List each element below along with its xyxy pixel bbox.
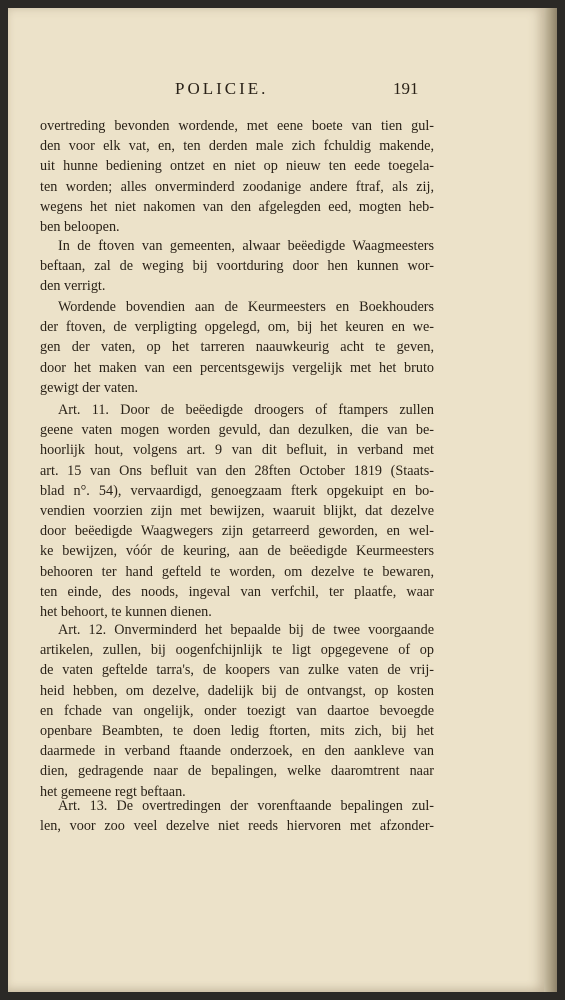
text-line: geene vaten mogen worden gevuld, dan dezulken, die van be- xyxy=(40,422,434,439)
text-line: het behoort, te kunnen dienen. xyxy=(40,603,212,620)
text-line: ke bewijzen, vóór de keuring, aan de beëedigde Keurmeesters xyxy=(40,543,434,560)
text-line: uit hunne bediening ontzet en niet op nieuw ten eede toegela- xyxy=(40,158,434,175)
text-line: wegens het niet nakomen van den afgelegden eed, mogten heb- xyxy=(40,198,434,215)
paragraph xyxy=(40,620,434,802)
text-line: de vaten geftelde tarra's, de koopers van zulke vaten de vrij- xyxy=(40,662,434,679)
text-line: Art. 11. Door de beëedigde droogers of ftampers zullen xyxy=(58,402,434,418)
text-line: gewigt der vaten. xyxy=(40,379,139,396)
text-line: dien, gedragende naar de bepalingen, welke daaromtrent naar xyxy=(40,763,434,780)
text-line: len, voor zoo veel dezelve niet reeds hiervoren met afzonder- xyxy=(40,818,434,835)
text-line: Art. 12. Onverminderd het bepaalde bij de twee voorgaande xyxy=(58,622,434,638)
text-line: behooren ter hand gefteld te worden, om dezelve te bewaren, xyxy=(40,563,434,580)
page-edge xyxy=(544,8,557,992)
text-line: vendien voorzien zijn met bewijzen, waaruit blijkt, dat dezelve xyxy=(40,502,434,519)
text-line: heid hebben, om dezelve, dadelijk bij de ontvangst, op kosten xyxy=(40,682,434,699)
text-line: overtreding bevonden wordende, met eene boete van tien gul- xyxy=(40,118,434,134)
paragraph xyxy=(40,400,434,622)
text-line: Art. 13. De overtredingen der vorenftaande bepalingen zul- xyxy=(58,798,434,814)
text-line: openbare Beambten, te doen ledig ftorten, mits zich, bij het xyxy=(40,722,434,739)
text-line: blad n°. 54), vervaardigd, genoegzaam fterk opgekuipt en bo- xyxy=(40,482,434,499)
text-line: den verrigt. xyxy=(40,278,106,295)
page-number: 191 xyxy=(393,79,419,98)
text-line: art. 15 van Ons befluit van den 28ften October 1819 (Staats- xyxy=(40,462,434,479)
text-line: hoorlijk hout, volgens art. 9 van dit befluit, in verband met xyxy=(40,442,434,459)
paragraph xyxy=(40,236,434,297)
paragraph xyxy=(40,297,434,398)
text-line: In de ftoven van gemeenten, alwaar beëedigde Waagmeesters xyxy=(58,238,434,254)
text-line: het gemeene regt beftaan. xyxy=(40,783,186,800)
text-line: ten einde, des noods, ingeval van verfchil, ter plaatfe, waar xyxy=(40,583,434,600)
text-line: beftaan, zal de weging bij voortduring door hen kunnen wor- xyxy=(40,258,434,275)
running-head: POLICIE. xyxy=(175,79,269,98)
paragraph xyxy=(40,116,434,237)
text-line: artikelen, zullen, bij oogenfchijnlijk te ligt opgegevene of op xyxy=(40,642,434,659)
text-line: daarmede in verband ftaande onderzoek, en den aankleve van xyxy=(40,743,434,760)
text-line: Wordende bovendien aan de Keurmeesters en Boekhouders xyxy=(58,299,434,315)
text-line: ben beloopen. xyxy=(40,218,120,235)
text-line: en fchade van ongelijk, onder toezigt van daartoe bevoegde xyxy=(40,702,434,719)
text-line: gen der vaten, op het tarreren naauwkeurig acht te geven, xyxy=(40,339,434,356)
text-line: der ftoven, de verpligting opgelegd, om, bij het keuren en we- xyxy=(40,319,434,336)
text-line: door beëedigde Waagwegers zijn getarreerd geworden, en wel- xyxy=(40,523,434,540)
text-line: door het maken van een percentsgewijs vergelijk met het bruto xyxy=(40,359,434,376)
paragraph xyxy=(40,796,434,836)
text-line: ten worden; alles onverminderd zoodanige andere ftraf, als zij, xyxy=(40,178,434,195)
text-line: den voor elk vat, en, ten derden male zich fchuldig makende, xyxy=(40,138,434,155)
